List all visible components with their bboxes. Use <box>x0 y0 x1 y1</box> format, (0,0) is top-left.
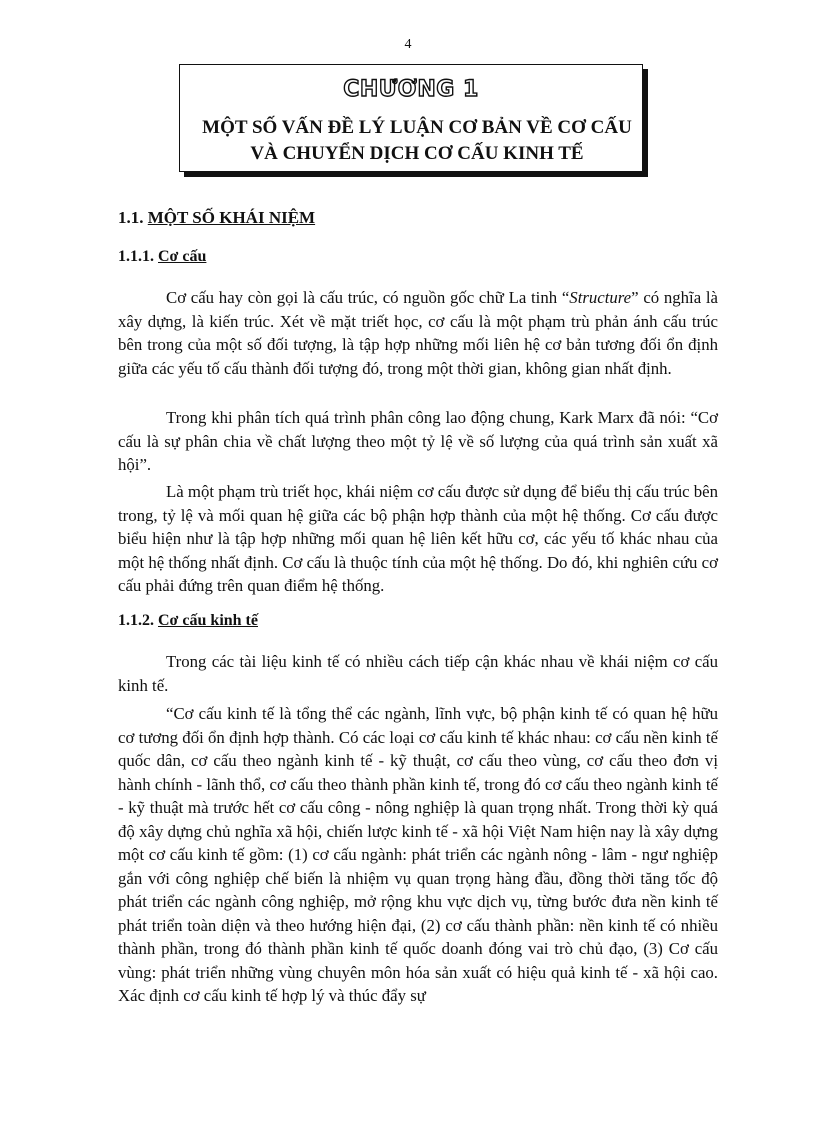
section-title: MỘT SỐ KHÁI NIỆM <box>147 208 316 227</box>
text-run: ” có nghĩa là xây dựng, là kiến trúc. Xét về mặt triết học, cơ cấu là một phạm trù phản ánh cấu trúc bên trong của một số đối tượng, là tập hợp những mối liên hệ cơ bản tương đối ổn định giữa các yếu tố cấu thành đối tượng đó, trong một thời gian, không gian nhất định. <box>118 288 718 378</box>
section-heading-1-1-1 <box>118 248 206 266</box>
section-title: Cơ cấu <box>158 248 207 265</box>
section-heading-1-1-2 <box>118 612 258 630</box>
section-title: Cơ cấu kinh tế <box>158 612 258 629</box>
section-number: 1.1.1. <box>118 248 154 265</box>
paragraph-philosophy: Là một phạm trù triết học, khái niệm cơ cấu được sử dụng để biểu thị cấu trúc bên trong, tỷ lệ và mối quan hệ giữa các bộ phận hợp thành của một hệ thống. Cơ cấu được biểu hiện như là tập hợp những mối quan hệ liên kết hữu cơ, các yếu tố khác nhau của một hệ thống nhất định. Cơ cấu là thuộc tính của một hệ thống. Do đó, khi nghiên cứu cơ cấu phải đứng trên quan điểm hệ thống. <box>118 482 718 595</box>
chapter-title-line-2: VÀ CHUYỂN DỊCH CƠ CẤU KINH TẾ <box>250 143 584 164</box>
chapter-title-line-1: MỘT SỐ VẤN ĐỀ LÝ LUẬN CƠ BẢN VỀ CƠ CẤU <box>202 117 632 138</box>
page-number: 4 <box>404 37 412 52</box>
paragraph-approaches: Trong các tài liệu kinh tế có nhiều cách tiếp cận khác nhau về khái niệm cơ cấu kinh tế. <box>118 652 718 695</box>
section-number: 1.1. <box>118 208 144 227</box>
section-number: 1.1.2. <box>118 612 154 629</box>
paragraph-marx-quote: Trong khi phân tích quá trình phân công lao động chung, Kark Marx đã nói: “Cơ cấu là sự phân chia về chất lượng theo một tỷ lệ về số lượng của quá trình sản xuất xã hội”. <box>118 408 718 474</box>
text-run: Cơ cấu hay còn gọi là cấu trúc, có nguồn gốc chữ La tinh “ <box>166 288 570 307</box>
italic-term: Structure <box>569 288 632 307</box>
chapter-heading-box <box>179 64 643 172</box>
paragraph-economic-structure: “Cơ cấu kinh tế là tổng thể các ngành, lĩnh vực, bộ phận kinh tế có quan hệ hữu cơ tương đối ổn định hợp thành. Có các loại cơ cấu kinh tế khác nhau: cơ cấu nền kinh tế quốc dân, cơ cấu theo ngành kinh tế - kỹ thuật, cơ cấu theo vùng, cơ cấu theo đơn vị hành chính - lãnh thổ, cơ cấu theo thành phần kinh tế, trong đó cơ cấu theo ngành kinh tế - kỹ thuật mà trước hết cơ cấu công - nông nghiệp là quan trọng nhất. Trong thời kỳ quá độ xây dựng chủ nghĩa xã hội, chiến lược kinh tế - xã hội Việt Nam hiện nay là xây dựng một cơ cấu kinh tế gồm: (1) cơ cấu ngành: phát triển các ngành nông - lâm - ngư nghiệp gắn với công nghiệp chế biến là nhiệm vụ quan trọng hàng đầu, đồng thời tăng tốc độ phát triển các ngành công nghiệp, mở rộng khu vực dịch vụ, từng bước đưa nền kinh tế phát triển toàn diện và theo hướng hiện đại, (2) cơ cấu thành phần: nền kinh tế có nhiều thành phần, trong đó thành phần kinh tế quốc doanh đóng vai trò chủ đạo, (3) Cơ cấu vùng: phát triển những vùng chuyên môn hóa sản xuất có hiệu quả kinh tế - xã hội cao. Xác định cơ cấu kinh tế hợp lý và thúc đẩy sự <box>118 704 718 1005</box>
chapter-label: CHƯƠNG 1 <box>343 77 479 102</box>
paragraph-structure-definition <box>118 286 718 380</box>
section-heading-1-1 <box>118 208 315 228</box>
